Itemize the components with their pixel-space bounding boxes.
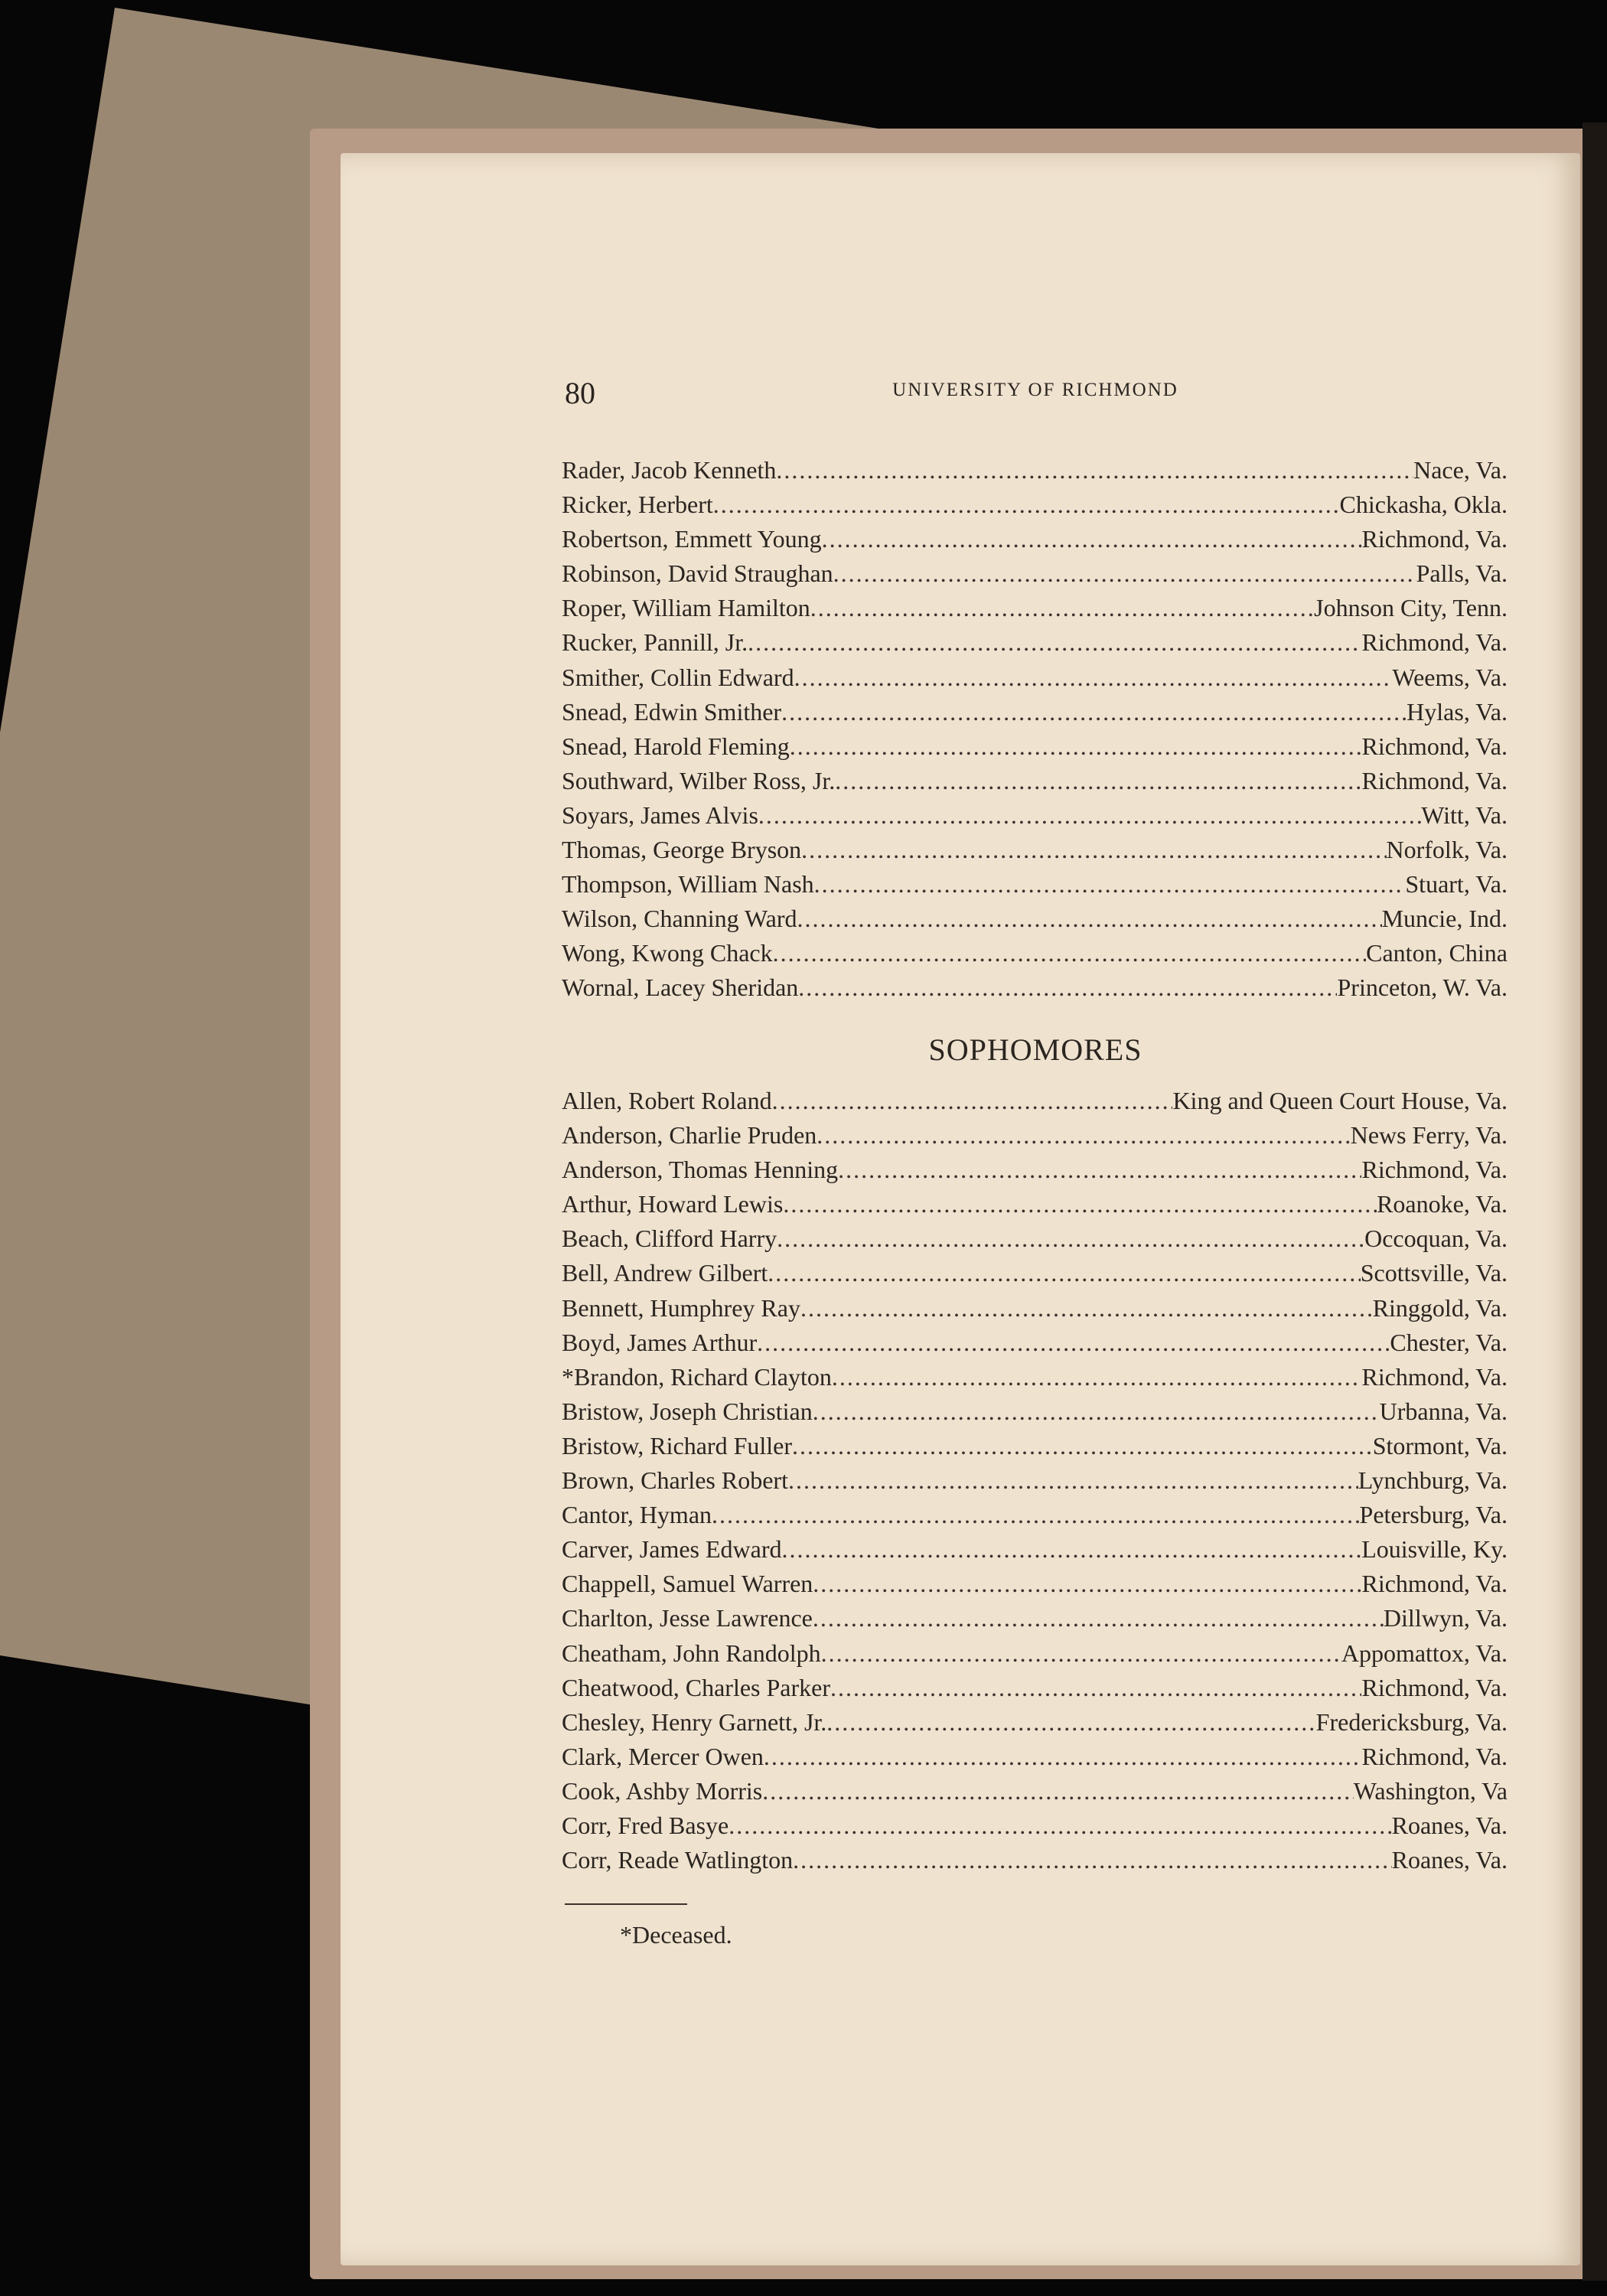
list-item [562, 695, 1508, 729]
student-name: Chappell, Samuel Warren [562, 1570, 813, 1598]
dot-leader [764, 1740, 1362, 1774]
student-name: Roper, William Hamilton [562, 594, 810, 622]
dot-leader [772, 1084, 1173, 1118]
dot-leader [822, 522, 1362, 556]
student-hometown: Dillwyn, Va. [1383, 1604, 1508, 1632]
list-item [562, 1326, 1508, 1360]
student-hometown: Richmond, Va. [1361, 1673, 1508, 1701]
dot-leader [729, 1808, 1391, 1843]
student-name: Cantor, Hyman [562, 1501, 712, 1529]
dot-leader [830, 1671, 1361, 1705]
student-name: Carver, James Edward [562, 1535, 782, 1564]
student-hometown: Richmond, Va. [1361, 766, 1508, 794]
student-name: Thompson, William Nash [562, 870, 814, 899]
list-item [562, 660, 1508, 695]
list-item [562, 1532, 1508, 1567]
student-name: Thomas, George Bryson [562, 836, 802, 864]
student-hometown: Stormont, Va. [1372, 1431, 1508, 1459]
list-item [562, 867, 1508, 902]
student-name: Cheatham, John Randolph [562, 1639, 821, 1667]
dot-leader [801, 833, 1386, 867]
student-name: Clark, Mercer Owen [562, 1742, 764, 1770]
dot-leader [821, 1636, 1341, 1671]
dot-leader [794, 660, 1393, 695]
student-hometown: King and Queen Court House, Va. [1172, 1087, 1508, 1114]
student-hometown: Palls, Va. [1416, 559, 1508, 588]
dot-leader [783, 1187, 1377, 1221]
list-item [562, 1567, 1508, 1601]
dot-leader [832, 1360, 1362, 1394]
list-item [562, 1429, 1508, 1463]
student-hometown: Hylas, Va. [1407, 697, 1508, 726]
student-hometown: Chester, Va. [1390, 1328, 1508, 1356]
student-name: Anderson, Thomas Henning [562, 1156, 839, 1184]
student-hometown: Norfolk, Va. [1386, 836, 1508, 864]
student-hometown: Urbanna, Va. [1379, 1397, 1508, 1425]
dot-leader [781, 695, 1407, 729]
list-item [562, 833, 1508, 867]
student-list-top [562, 453, 1508, 1006]
student-hometown: Petersburg, Va. [1359, 1501, 1508, 1529]
dot-leader [776, 453, 1413, 488]
student-name: Anderson, Charlie Pruden [562, 1121, 817, 1150]
student-hometown: Louisville, Ky. [1361, 1535, 1508, 1564]
dot-leader [758, 798, 1421, 833]
student-hometown: Chickasha, Okla. [1339, 491, 1508, 519]
student-hometown: Roanes, Va. [1391, 1846, 1508, 1874]
dot-leader [773, 936, 1367, 970]
student-hometown: Canton, China [1366, 939, 1508, 967]
dot-leader [826, 1705, 1315, 1740]
book-gutter [1583, 122, 1607, 2281]
list-item [562, 729, 1508, 764]
dot-leader [813, 1601, 1384, 1636]
student-hometown: Roanes, Va. [1391, 1811, 1508, 1839]
student-hometown: Weems, Va. [1392, 663, 1508, 691]
student-name: Arthur, Howard Lewis [562, 1190, 784, 1218]
dot-leader [712, 1498, 1360, 1532]
list-item [562, 625, 1508, 660]
student-name: Smither, Collin Edward [562, 663, 794, 691]
dot-leader [833, 556, 1416, 591]
list-item [562, 591, 1508, 625]
student-hometown: Richmond, Va. [1361, 1570, 1508, 1598]
student-hometown: Richmond, Va. [1361, 1362, 1508, 1391]
dot-leader [782, 1532, 1362, 1567]
list-item [562, 522, 1508, 556]
dot-leader [793, 1843, 1391, 1877]
student-name: Snead, Edwin Smither [562, 697, 782, 726]
student-name: Corr, Fred Basye [562, 1811, 729, 1839]
student-hometown: Fredericksburg, Va. [1315, 1707, 1508, 1736]
list-item [562, 1256, 1508, 1290]
student-name: Rucker, Pannill, Jr. [562, 628, 748, 657]
sophomore-list [562, 1084, 1508, 1877]
dot-leader [835, 764, 1361, 798]
student-hometown: Washington, Va [1353, 1776, 1508, 1805]
student-hometown: Nace, Va. [1413, 456, 1508, 484]
dot-leader [757, 1326, 1390, 1360]
student-name: Charlton, Jesse Lawrence [562, 1604, 813, 1632]
student-hometown: Richmond, Va. [1361, 1742, 1508, 1770]
list-item [562, 798, 1508, 833]
list-item [562, 1808, 1508, 1843]
student-name: Boyd, James Arthur [562, 1328, 758, 1356]
footnote: *Deceased. [620, 1921, 732, 1949]
student-name: Southward, Wilber Ross, Jr. [562, 766, 836, 794]
list-item [562, 1463, 1508, 1498]
student-name: Robertson, Emmett Young [562, 525, 822, 553]
student-hometown: Princeton, W. Va. [1337, 974, 1508, 1002]
dot-leader [813, 1567, 1361, 1601]
list-item [562, 1153, 1508, 1187]
list-item [562, 1774, 1508, 1808]
list-item [562, 764, 1508, 798]
student-name: Wornal, Lacey Sheridan [562, 974, 799, 1002]
list-item [562, 902, 1508, 936]
student-name: Cheatwood, Charles Parker [562, 1673, 831, 1701]
student-name: Bennett, Humphrey Ray [562, 1293, 800, 1322]
dot-leader [813, 1394, 1380, 1429]
student-name: *Brandon, Richard Clayton [562, 1362, 832, 1391]
student-hometown: Roanoke, Va. [1377, 1190, 1508, 1218]
list-item [562, 1360, 1508, 1394]
student-name: Bell, Andrew Gilbert [562, 1259, 768, 1287]
student-hometown: Occoquan, Va. [1364, 1225, 1508, 1253]
student-name: Soyars, James Alvis [562, 801, 758, 829]
list-item [562, 1498, 1508, 1532]
list-item [562, 1291, 1508, 1326]
dot-leader [788, 1463, 1358, 1498]
list-item [562, 1705, 1508, 1740]
dot-leader [768, 1256, 1360, 1290]
dot-leader [748, 625, 1361, 660]
page-number: 80 [565, 376, 595, 410]
student-hometown: Appomattox, Va. [1341, 1639, 1508, 1667]
student-name: Wilson, Channing Ward [562, 905, 797, 933]
student-name: Corr, Reade Watlington [562, 1846, 794, 1874]
dot-leader [713, 488, 1340, 522]
list-item [562, 556, 1508, 591]
dot-leader [800, 1291, 1373, 1326]
dot-leader [790, 729, 1362, 764]
list-item [562, 1187, 1508, 1221]
list-item [562, 1084, 1508, 1118]
student-name: Bristow, Joseph Christian [562, 1397, 813, 1425]
student-name: Robinson, David Straughan [562, 559, 833, 588]
student-hometown: Stuart, Va. [1405, 870, 1508, 899]
student-name: Beach, Clifford Harry [562, 1225, 777, 1253]
list-item [562, 488, 1508, 522]
list-item [562, 453, 1508, 488]
list-item [562, 1740, 1508, 1774]
list-item [562, 1221, 1508, 1256]
list-item [562, 1843, 1508, 1877]
student-name: Rader, Jacob Kenneth [562, 456, 777, 484]
student-name: Bristow, Richard Fuller [562, 1431, 792, 1459]
student-hometown: Lynchburg, Va. [1358, 1466, 1508, 1495]
dot-leader [810, 591, 1314, 625]
dot-leader [777, 1221, 1364, 1256]
student-name: Wong, Kwong Chack [562, 939, 773, 967]
student-hometown: Witt, Va. [1421, 801, 1508, 829]
footnote-rule [565, 1903, 687, 1905]
student-name: Allen, Robert Roland [562, 1087, 772, 1114]
dot-leader [762, 1774, 1353, 1808]
student-hometown: Ringgold, Va. [1372, 1293, 1508, 1322]
list-item [562, 1636, 1508, 1671]
student-name: Snead, Harold Fleming [562, 732, 790, 760]
student-hometown: Richmond, Va. [1361, 628, 1508, 657]
dot-leader [838, 1153, 1361, 1187]
section-heading: SOPHOMORES [928, 1032, 1143, 1067]
list-item [562, 1601, 1508, 1636]
dot-leader [817, 1118, 1350, 1153]
dot-leader [798, 970, 1337, 1005]
list-item [562, 936, 1508, 970]
list-item [562, 970, 1508, 1005]
dot-leader [797, 902, 1382, 936]
dot-leader [814, 867, 1406, 902]
student-name: Brown, Charles Robert [562, 1466, 788, 1495]
student-name: Ricker, Herbert [562, 491, 713, 519]
student-hometown: Richmond, Va. [1361, 732, 1508, 760]
list-item [562, 1671, 1508, 1705]
student-hometown: Richmond, Va. [1361, 525, 1508, 553]
student-hometown: Scottsville, Va. [1360, 1259, 1508, 1287]
dot-leader [792, 1429, 1373, 1463]
list-item [562, 1118, 1508, 1153]
student-name: Chesley, Henry Garnett, Jr. [562, 1707, 827, 1736]
student-hometown: Richmond, Va. [1361, 1156, 1508, 1184]
list-item [562, 1394, 1508, 1429]
student-hometown: News Ferry, Va. [1350, 1121, 1508, 1150]
student-name: Cook, Ashby Morris [562, 1776, 763, 1805]
student-hometown: Muncie, Ind. [1381, 905, 1508, 933]
page-header [565, 375, 1506, 413]
running-title: UNIVERSITY OF RICHMOND [892, 380, 1178, 400]
student-hometown: Johnson City, Tenn. [1314, 594, 1508, 622]
